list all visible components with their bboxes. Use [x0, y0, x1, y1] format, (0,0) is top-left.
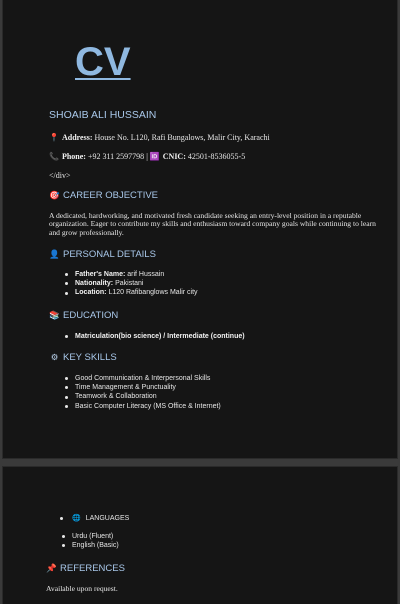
pin-icon: 📍 [49, 133, 59, 142]
list-item: Urdu (Fluent) [60, 532, 119, 541]
career-objective-heading-text: CAREER OBJECTIVE [63, 190, 159, 201]
education-list [63, 332, 245, 341]
book-icon: 📚 [49, 310, 60, 320]
list-item: Teamwork & Collaboration [63, 392, 221, 401]
career-objective-text: A dedicated, hardworking, and motivated fresh candidate seeking an entry-level position in a reputable organization. Eager to contribute my skills and enthusiasm toward company goals while continuing to learn and grow professionally. [49, 211, 376, 237]
education-heading-text: EDUCATION [63, 310, 119, 321]
cnic-label: CNIC: [162, 152, 186, 161]
personal-details-heading [49, 249, 156, 260]
list-item: Nationality: Pakistani [63, 279, 198, 288]
separator: | [146, 152, 148, 161]
cv-title: CV [75, 40, 131, 84]
phone-label: Phone: [61, 152, 86, 161]
globe-icon: 🌐 [72, 515, 81, 522]
stray-div-tag: </div> [49, 171, 71, 180]
key-skills-list [63, 374, 221, 411]
person-icon: 👤 [49, 249, 60, 259]
list-item: Father's Name: arif Hussain [63, 270, 198, 279]
address-label: Address: [61, 133, 93, 142]
personal-details-heading-text: PERSONAL DETAILS [63, 249, 156, 260]
address-line [49, 133, 270, 142]
list-item: Matriculation(bio science) / Intermediate (continue) [63, 332, 245, 341]
bullet [60, 517, 63, 520]
languages-list [60, 532, 119, 550]
target-icon: 🎯 [49, 190, 60, 200]
phone-icon: 📞 [49, 152, 59, 161]
cnic-value: 42501-8536055-5 [187, 152, 246, 161]
list-item: Time Management & Punctuality [63, 383, 221, 392]
key-skills-heading [49, 352, 117, 363]
key-skills-heading-text: KEY SKILLS [63, 352, 117, 363]
list-item: Good Communication & Interpersonal Skills [63, 374, 221, 383]
cv-page-1 [2, 0, 398, 459]
address-value: House No. L120, Rafi Bungalows, Malir City, Karachi [94, 133, 270, 142]
references-heading-text: REFERENCES [60, 563, 125, 574]
languages-heading [60, 514, 129, 522]
languages-heading-text: LANGUAGES [85, 514, 130, 522]
phone-value: +92 311 2597798 [87, 152, 145, 161]
career-objective-heading [49, 190, 158, 201]
pushpin-icon: 📌 [46, 563, 57, 573]
candidate-name: SHOAIB ALI HUSSAIN [49, 109, 157, 121]
phone-line [49, 152, 245, 161]
list-item: English (Basic) [60, 541, 119, 550]
list-item: Basic Computer Literacy (MS Office & Internet) [63, 402, 221, 411]
references-heading [46, 563, 125, 574]
gear-icon: ⚙ [50, 352, 59, 362]
education-heading [49, 310, 118, 321]
references-text: Available upon request. [46, 584, 118, 593]
list-item: Location: L120 Rafibanglows Malir city [63, 288, 198, 297]
personal-details-list [63, 270, 198, 298]
id-card-icon: 🆔 [149, 152, 160, 161]
